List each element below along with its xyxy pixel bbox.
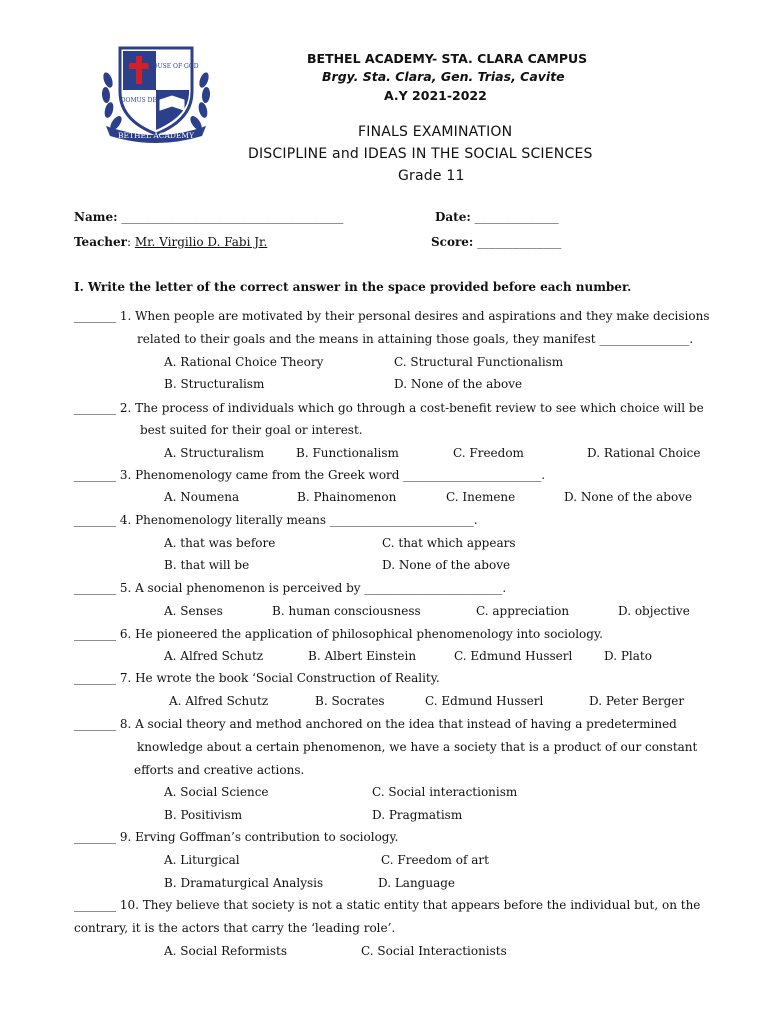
q5-option-a: A. Senses	[164, 604, 223, 618]
question-8-line-2: knowledge about a certain phenomenon, we have a society that is a product of our constant	[137, 740, 698, 754]
date-label: Date:	[435, 210, 471, 224]
logo-banner-text: BETHEL ACADEMY	[117, 131, 195, 140]
q4-option-b: B. that will be	[164, 558, 250, 572]
q5-option-d: D. objective	[618, 604, 690, 618]
name-label: Name:	[74, 210, 118, 224]
q9-option-a: A. Liturgical	[164, 853, 240, 867]
q4-option-d: D. None of the above	[382, 558, 511, 572]
school-logo	[98, 40, 214, 144]
question-4-line-1: _______ 4. Phenomenology literally means ________________________.	[74, 513, 478, 527]
score-field	[431, 235, 561, 249]
q10-option-a: A. Social Reformists	[164, 944, 287, 958]
q9-option-d: D. Language	[378, 876, 456, 890]
question-9-line-1: _______ 9. Erving Goffman’s contribution to sociology.	[74, 830, 399, 844]
q6-option-c: C. Edmund Husserl	[454, 649, 573, 663]
q3-option-a: A. Noumena	[164, 490, 240, 504]
q4-option-c: C. that which appears	[382, 536, 516, 550]
q1-option-d: D. None of the above	[394, 377, 523, 391]
score-label: Score:	[431, 235, 474, 249]
q7-option-d: D. Peter Berger	[589, 694, 685, 708]
logo-top-text: HOUSE OF GOD	[147, 63, 199, 70]
q1-option-c: C. Structural Functionalism	[394, 355, 564, 369]
q6-option-d: D. Plato	[604, 649, 652, 663]
school-address: Brgy. Sta. Clara, Gen. Trias, Cavite	[322, 69, 565, 84]
q3-option-b: B. Phainomenon	[297, 490, 397, 504]
date-blank[interactable]: ______________	[474, 210, 559, 224]
q6-option-a: A. Alfred Schutz	[164, 649, 264, 663]
q4-option-a: A. that was before	[164, 536, 276, 550]
teacher-field	[74, 235, 267, 249]
score-blank[interactable]: ______________	[477, 235, 562, 249]
q2-option-d: D. Rational Choice	[587, 446, 701, 460]
grade-level: Grade 11	[398, 168, 465, 184]
q8-option-a: A. Social Science	[164, 785, 269, 799]
q8-option-d: D. Pragmatism	[372, 808, 463, 822]
q7-option-b: B. Socrates	[315, 694, 385, 708]
question-10-line-1: _______ 10. They believe that society is not a static entity that appears before the individual but, on the	[74, 898, 701, 912]
question-8-line-3: efforts and creative actions.	[134, 763, 305, 777]
q8-option-c: C. Social interactionism	[372, 785, 518, 799]
subject-title: DISCIPLINE and IDEAS IN THE SOCIAL SCIENCES	[248, 146, 593, 162]
question-10-line-2: contrary, it is the actors that carry the ‘leading role’.	[74, 921, 396, 935]
question-8-line-1: _______ 8. A social theory and method anchored on the idea that instead of having a predetermined	[74, 717, 677, 731]
q10-option-c: C. Social Interactionists	[361, 944, 507, 958]
q7-option-c: C. Edmund Husserl	[425, 694, 544, 708]
q2-option-b: B. Functionalism	[296, 446, 399, 460]
name-blank[interactable]: _____________________________________	[121, 210, 344, 224]
question-6-line-1: _______ 6. He pioneered the application of philosophical phenomenology into sociology.	[74, 627, 603, 641]
question-1-line-2: related to their goals and the means in attaining those goals, they manifest _______________.	[137, 332, 694, 346]
date-field	[435, 210, 559, 224]
q2-option-c: C. Freedom	[453, 446, 524, 460]
q5-option-c: C. appreciation	[476, 604, 570, 618]
q1-option-a: A. Rational Choice Theory	[164, 355, 324, 369]
question-7-line-1: _______ 7. He wrote the book ‘Social Construction of Reality.	[74, 671, 440, 685]
q9-option-c: C. Freedom of art	[381, 853, 489, 867]
academic-year: A.Y 2021-2022	[384, 88, 487, 103]
teacher-colon: :	[126, 235, 131, 249]
q3-option-d: D. None of the above	[564, 490, 693, 504]
q6-option-b: B. Albert Einstein	[308, 649, 417, 663]
question-1-line-1: _______ 1. When people are motivated by their personal desires and aspirations and they make decisions	[74, 309, 710, 323]
instructions: I. Write the letter of the correct answer in the space provided before each number.	[74, 280, 632, 294]
q5-option-b: B. human consciousness	[272, 604, 421, 618]
teacher-value: Mr. Virgilio D. Fabi Jr.	[134, 235, 268, 249]
q3-option-c: C. Inemene	[446, 490, 516, 504]
question-5-line-1: _______ 5. A social phenomenon is perceived by _______________________.	[74, 581, 507, 595]
question-3-line-1: _______ 3. Phenomenology came from the Greek word _______________________.	[74, 468, 546, 482]
question-2-line-2: best suited for their goal or interest.	[140, 423, 363, 437]
exam-title: FINALS EXAMINATION	[358, 124, 513, 140]
q8-option-b: B. Positivism	[164, 808, 243, 822]
q2-option-a: A. Structuralism	[164, 446, 265, 460]
teacher-label: Teacher	[74, 235, 127, 249]
name-field	[74, 210, 343, 224]
logo-mid-text: DOMUS DEI	[120, 97, 160, 104]
q7-option-a: A. Alfred Schutz	[169, 694, 269, 708]
q1-option-b: B. Structuralism	[164, 377, 265, 391]
school-name: BETHEL ACADEMY- STA. CLARA CAMPUS	[307, 51, 588, 66]
q9-option-b: B. Dramaturgical Analysis	[164, 876, 324, 890]
question-2-line-1: _______ 2. The process of individuals which go through a cost-benefit review to see which choice will be	[74, 401, 704, 415]
